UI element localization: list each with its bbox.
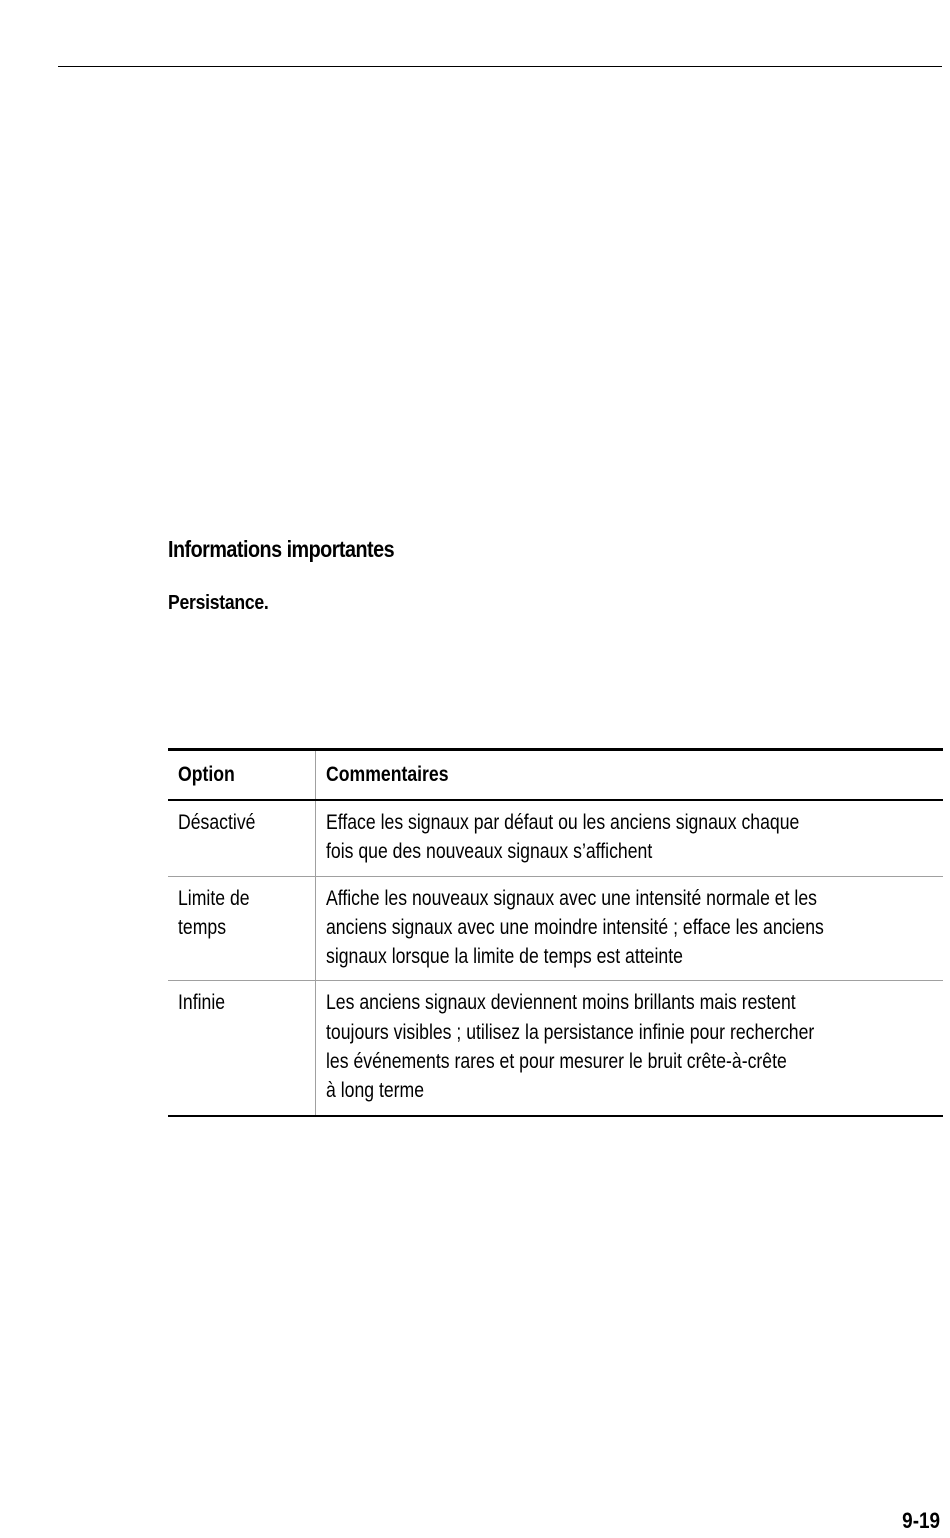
- header-rule: [58, 66, 942, 67]
- comment-cell: Efface les signaux par défaut ou les anciens signaux chaque fois que des nouveaux signaux s’affichent: [326, 811, 800, 864]
- page-number: 9-19: [902, 1508, 940, 1533]
- persistence-options-table: [168, 748, 943, 1117]
- table-row: [168, 876, 943, 981]
- option-cell: Infinie: [168, 981, 316, 1116]
- column-header-comments: Commentaires: [316, 750, 944, 801]
- comment-cell: Les anciens signaux deviennent moins brillants mais restent toujours visibles ; utilisez la persistance infinie pour rechercher les événements rares et pour mesurer le bruit crête-à-crête à long terme: [316, 981, 944, 1116]
- section-title: Informations importantes: [168, 536, 395, 562]
- comment-cell: Affiche les nouveaux signaux avec une intensité normale et les anciens signaux avec une moindre intensité ; efface les anciens signaux lorsque la limite de temps est atteinte: [316, 876, 944, 981]
- table-header-row: [168, 750, 943, 801]
- option-cell: Désactivé: [168, 800, 316, 876]
- option-cell: Limite de temps: [168, 876, 316, 981]
- table-row: [168, 800, 943, 876]
- column-header-option: Option: [168, 750, 316, 801]
- table-row: [168, 981, 943, 1116]
- section-subtitle: Persistance.: [168, 592, 269, 614]
